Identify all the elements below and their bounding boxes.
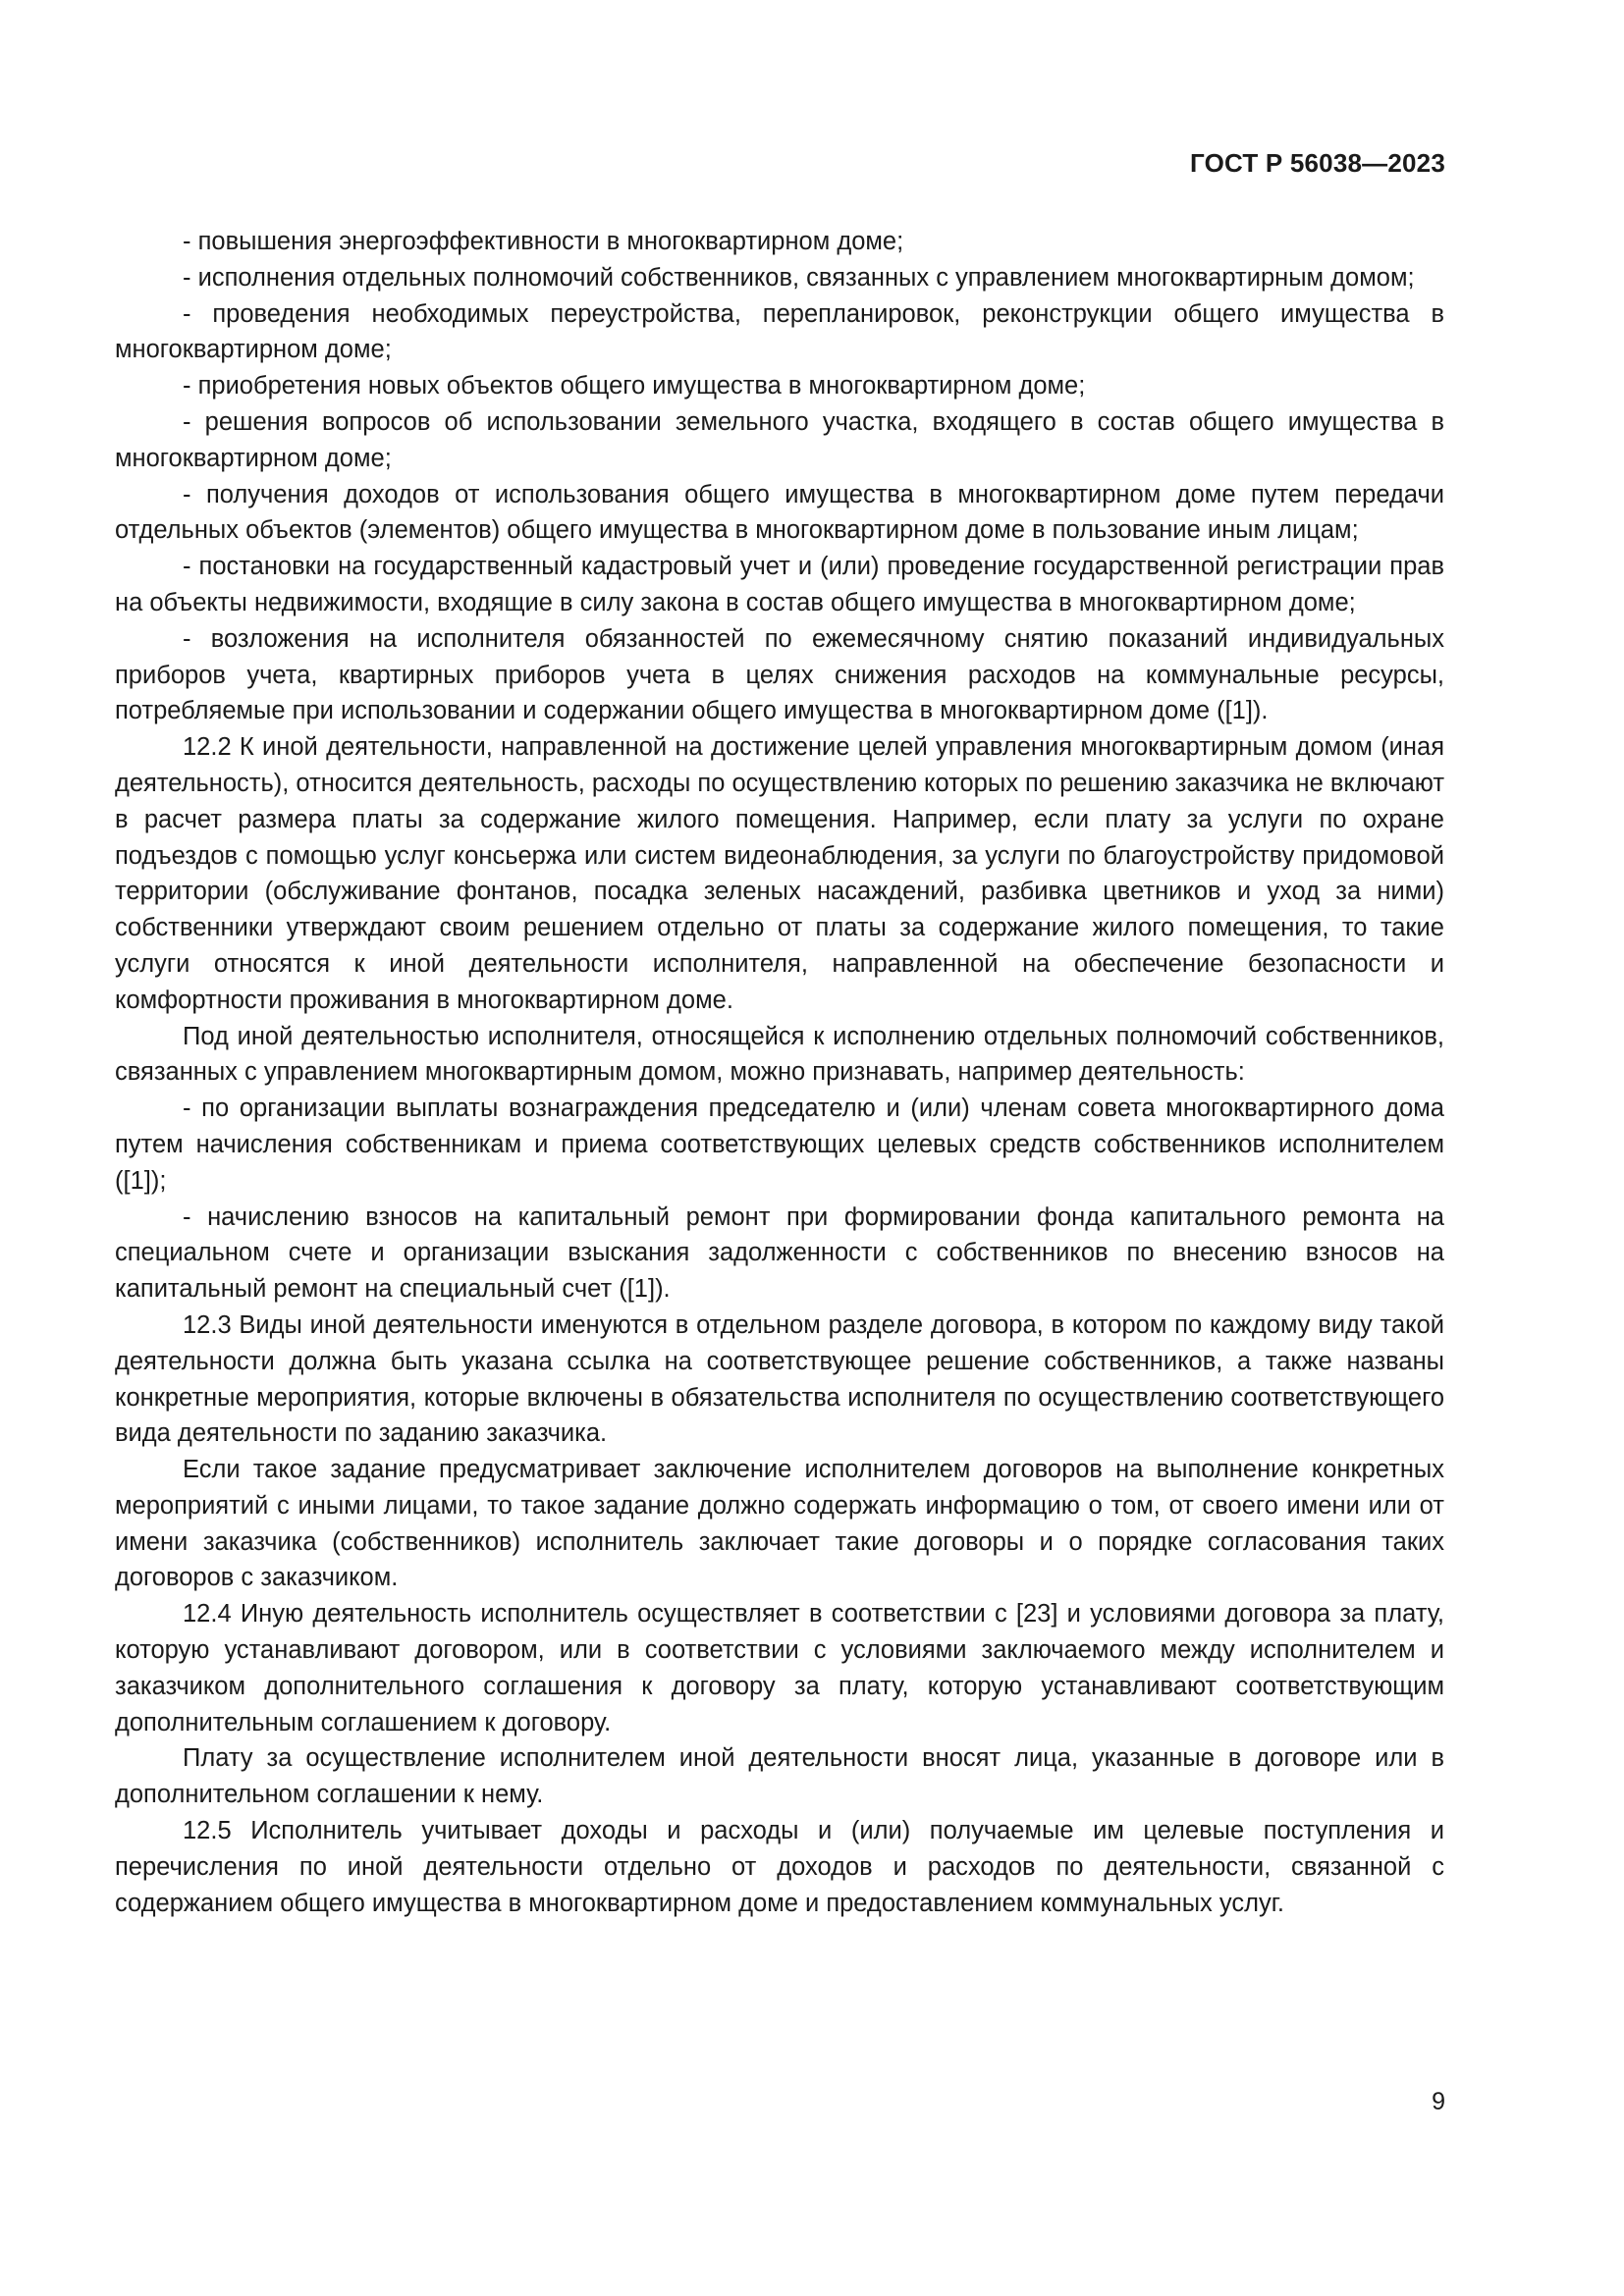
clause-12-5: 12.5 Исполнитель учитывает доходы и расходы и (или) получаемые им целевые поступления и перечисления по иной деятельности отдельно от доходов и расходов по деятельности, связанной с содержанием общего имущества в многоквартирном доме и предоставлением коммунальных услуг.	[115, 1817, 1444, 1917]
body-paragraph: Плату за осуществление исполнителем иной деятельности вносят лица, указанные в договоре или в дополнительном соглашении к нему.	[115, 1744, 1444, 1809]
list-item: - исполнения отдельных полномочий собственников, связанных с управлением многоквартирным домом;	[183, 263, 1415, 292]
clause-12-3: 12.3 Виды иной деятельности именуются в отдельном разделе договора, в котором по каждому виду такой деятельности должна быть указана ссылка на соответствующее решение собственников, а также названы конкретные мероприятия, которые включены в обязательства исполнителя по осуществлению соответствующего вида деятельности по заданию заказчика.	[115, 1310, 1444, 1448]
list-item: - начислению взносов на капитальный ремонт при формировании фонда капитального ремонта на специальном счете и организации взыскания задолженности с собственников по внесению взносов на капитальный ремонт на специальный счет ([1]).	[115, 1202, 1444, 1304]
list-item: - постановки на государственный кадастровый учет и (или) проведение государственной регистрации прав на объекты недвижимости, входящие в силу закона в состав общего имущества в многоквартирном доме;	[115, 553, 1444, 616]
list-item: - решения вопросов об использовании земельного участка, входящего в состав общего имущества в многоквартирном доме;	[115, 407, 1444, 472]
body-paragraph: Под иной деятельностью исполнителя, относящейся к исполнению отдельных полномочий собственников, связанных с управлением многоквартирным домом, можно признавать, например деятельность:	[115, 1022, 1444, 1087]
document-body	[115, 224, 1444, 1921]
list-item: - проведения необходимых переустройства, перепланировок, реконструкции общего имущества в многоквартирном доме;	[115, 299, 1444, 364]
clause-12-4: 12.4 Иную деятельность исполнитель осуществляет в соответствии с [23] и условиями договора за плату, которую устанавливают договором, или в соответствии с условиями заключаемого между исполнителем и заказчиком дополнительного соглашения к договору за плату, которую устанавливают соответствующим дополнительным соглашением к договору.	[115, 1600, 1444, 1736]
body-paragraph: Если такое задание предусматривает заключение исполнителем договоров на выполнение конкретных мероприятий с иными лицами, то такое задание должно содержать информацию о том, от своего имени или от имени заказчика (собственников) исполнитель заключает такие договоры и о порядке согласования таких договоров с заказчиком.	[115, 1456, 1444, 1592]
list-item: - возложения на исполнителя обязанностей по ежемесячному снятию показаний индивидуальных приборов учета, квартирных приборов учета в целях снижения расходов на коммунальные ресурсы, потребляемые при использовании и содержании общего имущества в многоквартирном доме ([1]).	[115, 624, 1444, 725]
page-number: 9	[1432, 2088, 1445, 2115]
clause-12-2: 12.2 К иной деятельности, направленной на достижение целей управления многоквартирным домом (иная деятельность), относится деятельность, расходы по осуществлению которых по решению заказчика не включают в расчет размера платы за содержание жилого помещения. Например, если плату за услуги по охране подъездов с помощью услуг консьержа или систем видеонаблюдения, за услуги по благоустройству придомовой территории (обслуживание фонтанов, посадка зеленых насаждений, разбивка цветников и уход за ними) собственники утверждают своим решением отдельно от платы за содержание жилого помещения, то такие услуги относятся к иной деятельности исполнителя, направленной на обеспечение безопасности и комфортности проживания в многоквартирном доме.	[115, 733, 1444, 1014]
list-item: - по организации выплаты вознаграждения председателю и (или) членам совета многоквартирного дома путем начисления собственникам и приема соответствующих целевых средств собственников исполнителем ([1]);	[115, 1095, 1444, 1195]
list-item: - повышения энергоэффективности в многоквартирном доме;	[183, 228, 904, 255]
standard-code-header: ГОСТ Р 56038—2023	[1190, 148, 1445, 178]
list-item: - получения доходов от использования общего имущества в многоквартирном доме путем передачи отдельных объектов (элементов) общего имущества в многоквартирном доме в пользование иным лицам;	[115, 480, 1444, 545]
list-item: - приобретения новых объектов общего имущества в многоквартирном доме;	[183, 372, 1086, 400]
